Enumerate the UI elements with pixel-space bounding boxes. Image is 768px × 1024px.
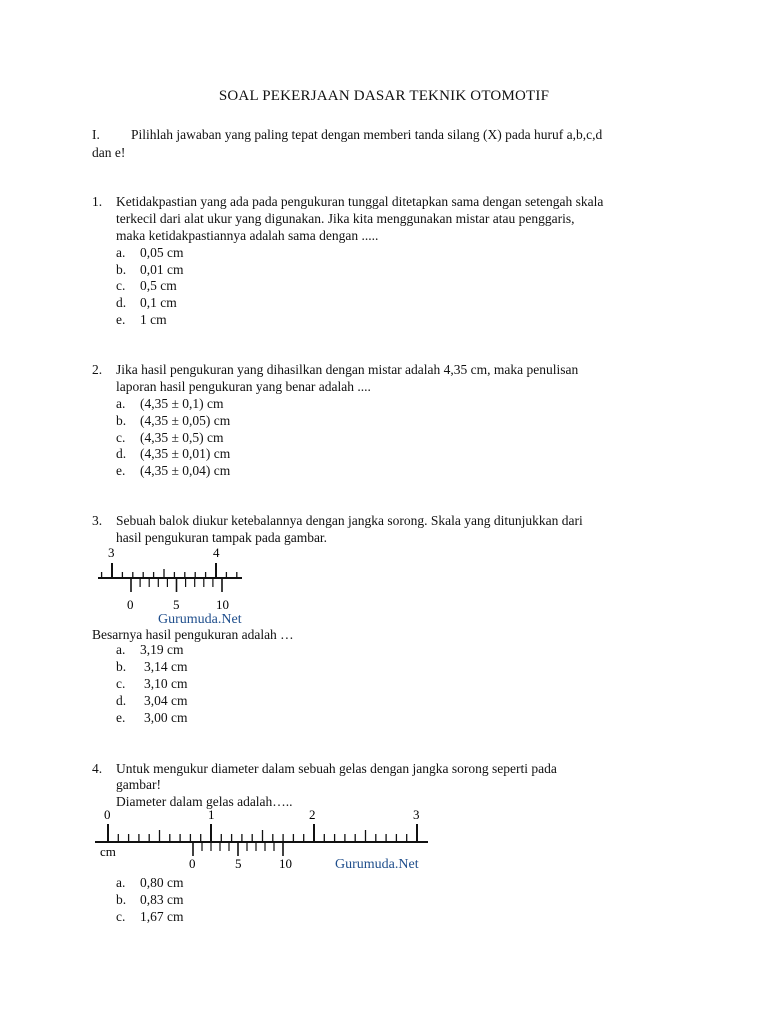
q1-option-text: 0,5 cm xyxy=(140,278,177,293)
q1-line-3: maka ketidakpastiannya adalah sama dengan ..... xyxy=(116,228,379,243)
q3-option-a[interactable] xyxy=(116,641,184,658)
q2-number: 2. xyxy=(92,362,103,377)
q1-option-a[interactable] xyxy=(116,244,184,261)
q4-main-label-2: 2 xyxy=(309,807,316,822)
q2-option-letter: e. xyxy=(116,463,126,478)
q1-line-2: terkecil dari alat ukur yang digunakan. Jika kita menggunakan mistar atau penggaris, xyxy=(116,211,575,226)
q2-option-b[interactable] xyxy=(116,412,231,429)
q2-option-text: (4,35 ± 0,04) cm xyxy=(140,463,231,478)
q3-vernier-label-5: 5 xyxy=(173,597,180,612)
q2-option-e[interactable] xyxy=(116,462,231,479)
instruction-roman: I. xyxy=(92,127,100,142)
q4-option-letter: b. xyxy=(116,892,127,907)
q3-caliper-figure xyxy=(92,542,262,628)
q4-number: 4. xyxy=(92,761,103,776)
q3-main-label-3: 3 xyxy=(108,545,115,560)
q3-option-text: 3,19 cm xyxy=(140,642,184,657)
q4-main-label-1: 1 xyxy=(208,807,215,822)
q4-main-scale-ticks xyxy=(108,824,417,842)
q4-option-text: 0,83 cm xyxy=(140,892,184,907)
q3-main-label-4: 4 xyxy=(213,545,220,560)
q1-option-text: 0,01 cm xyxy=(140,262,184,277)
q3-line-2: hasil pengukuran tampak pada gambar. xyxy=(116,530,328,545)
instruction-line-1: Pilihlah jawaban yang paling tepat dengan memberi tanda silang (X) pada huruf a,b,c,d xyxy=(131,127,603,142)
q3-option-b[interactable] xyxy=(116,658,188,675)
q2-option-a[interactable] xyxy=(116,395,224,412)
q3-option-text: 3,04 cm xyxy=(144,693,188,708)
q3-vernier-scale-ticks xyxy=(131,578,222,592)
q2-option-text: (4,35 ± 0,01) cm xyxy=(140,446,231,461)
q3-option-letter: b. xyxy=(116,659,127,674)
q2-line-1: Jika hasil pengukuran yang dihasilkan dengan mistar adalah 4,35 cm, maka penulisan xyxy=(116,362,579,377)
q4-option-a[interactable] xyxy=(116,874,184,891)
q1-option-letter: b. xyxy=(116,262,127,277)
q3-prompt: Besarnya hasil pengukuran adalah … xyxy=(92,627,294,642)
q3-vernier-label-10: 10 xyxy=(216,597,229,612)
q3-number: 3. xyxy=(92,513,103,528)
q3-option-d[interactable] xyxy=(116,692,188,709)
q2-option-text: (4,35 ± 0,5) cm xyxy=(140,430,224,445)
q1-option-d[interactable] xyxy=(116,294,177,311)
q1-option-b[interactable] xyxy=(116,261,184,278)
q4-vernier-label-10: 10 xyxy=(279,856,292,871)
instruction-line-2: dan e! xyxy=(92,145,126,160)
q4-line-2: gambar! xyxy=(116,777,161,792)
q1-option-letter: a. xyxy=(116,245,126,260)
q3-line-1: Sebuah balok diukur ketebalannya dengan jangka sorong. Skala yang ditunjukkan dari xyxy=(116,513,583,528)
q4-option-c[interactable] xyxy=(116,908,184,925)
q2-option-letter: a. xyxy=(116,396,126,411)
q3-option-text: 3,10 cm xyxy=(144,676,188,691)
q2-option-letter: d. xyxy=(116,446,127,461)
q2-option-d[interactable] xyxy=(116,445,231,462)
q2-option-letter: c. xyxy=(116,430,126,445)
q1-line-1: Ketidakpastian yang ada pada pengukuran tunggal ditetapkan sama dengan setengah skala xyxy=(116,194,604,209)
q3-option-text: 3,00 cm xyxy=(144,710,188,725)
q1-option-text: 1 cm xyxy=(140,312,167,327)
q1-option-letter: d. xyxy=(116,295,127,310)
q4-vernier-label-5: 5 xyxy=(235,856,242,871)
q4-option-letter: c. xyxy=(116,909,126,924)
q3-watermark: Gurumuda.Net xyxy=(158,612,242,627)
q1-option-text: 0,1 cm xyxy=(140,295,177,310)
q4-main-label-3: 3 xyxy=(413,807,420,822)
q1-number: 1. xyxy=(92,194,103,209)
q2-option-c[interactable] xyxy=(116,429,224,446)
q4-option-b[interactable] xyxy=(116,891,184,908)
page-title: SOAL PEKERJAAN DASAR TEKNIK OTOMOTIF xyxy=(218,88,550,104)
q2-option-text: (4,35 ± 0,05) cm xyxy=(140,413,231,428)
q4-option-text: 1,67 cm xyxy=(140,909,184,924)
q3-option-letter: d. xyxy=(116,693,127,708)
q3-option-letter: c. xyxy=(116,676,126,691)
q4-watermark: Gurumuda.Net xyxy=(335,857,419,872)
q4-option-letter: a. xyxy=(116,875,126,890)
q4-vernier-label-0: 0 xyxy=(189,856,196,871)
q1-option-e[interactable] xyxy=(116,311,167,328)
q2-line-2: laporan hasil pengukuran yang benar adalah .... xyxy=(116,379,371,394)
q4-caliper-figure xyxy=(95,804,440,876)
q4-line-1: Untuk mengukur diameter dalam sebuah gelas dengan jangka sorong seperti pada xyxy=(116,761,557,776)
q1-option-letter: e. xyxy=(116,312,126,327)
q3-option-e[interactable] xyxy=(116,709,188,726)
q4-unit-label: cm xyxy=(100,844,116,859)
q4-option-text: 0,80 cm xyxy=(140,875,184,890)
q4-line-3: Diameter dalam gelas adalah….. xyxy=(116,794,293,809)
q3-option-letter: a. xyxy=(116,642,126,657)
q4-main-label-0: 0 xyxy=(104,807,111,822)
q3-option-c[interactable] xyxy=(116,675,188,692)
q2-option-text: (4,35 ± 0,1) cm xyxy=(140,396,224,411)
q1-option-text: 0,05 cm xyxy=(140,245,184,260)
q3-vernier-label-0: 0 xyxy=(127,597,134,612)
q3-option-letter: e. xyxy=(116,710,126,725)
q3-main-scale-ticks xyxy=(102,563,237,578)
q1-option-c[interactable] xyxy=(116,277,177,294)
q4-vernier-scale-ticks xyxy=(193,842,283,856)
q2-option-letter: b. xyxy=(116,413,127,428)
q1-option-letter: c. xyxy=(116,278,126,293)
q3-option-text: 3,14 cm xyxy=(144,659,188,674)
